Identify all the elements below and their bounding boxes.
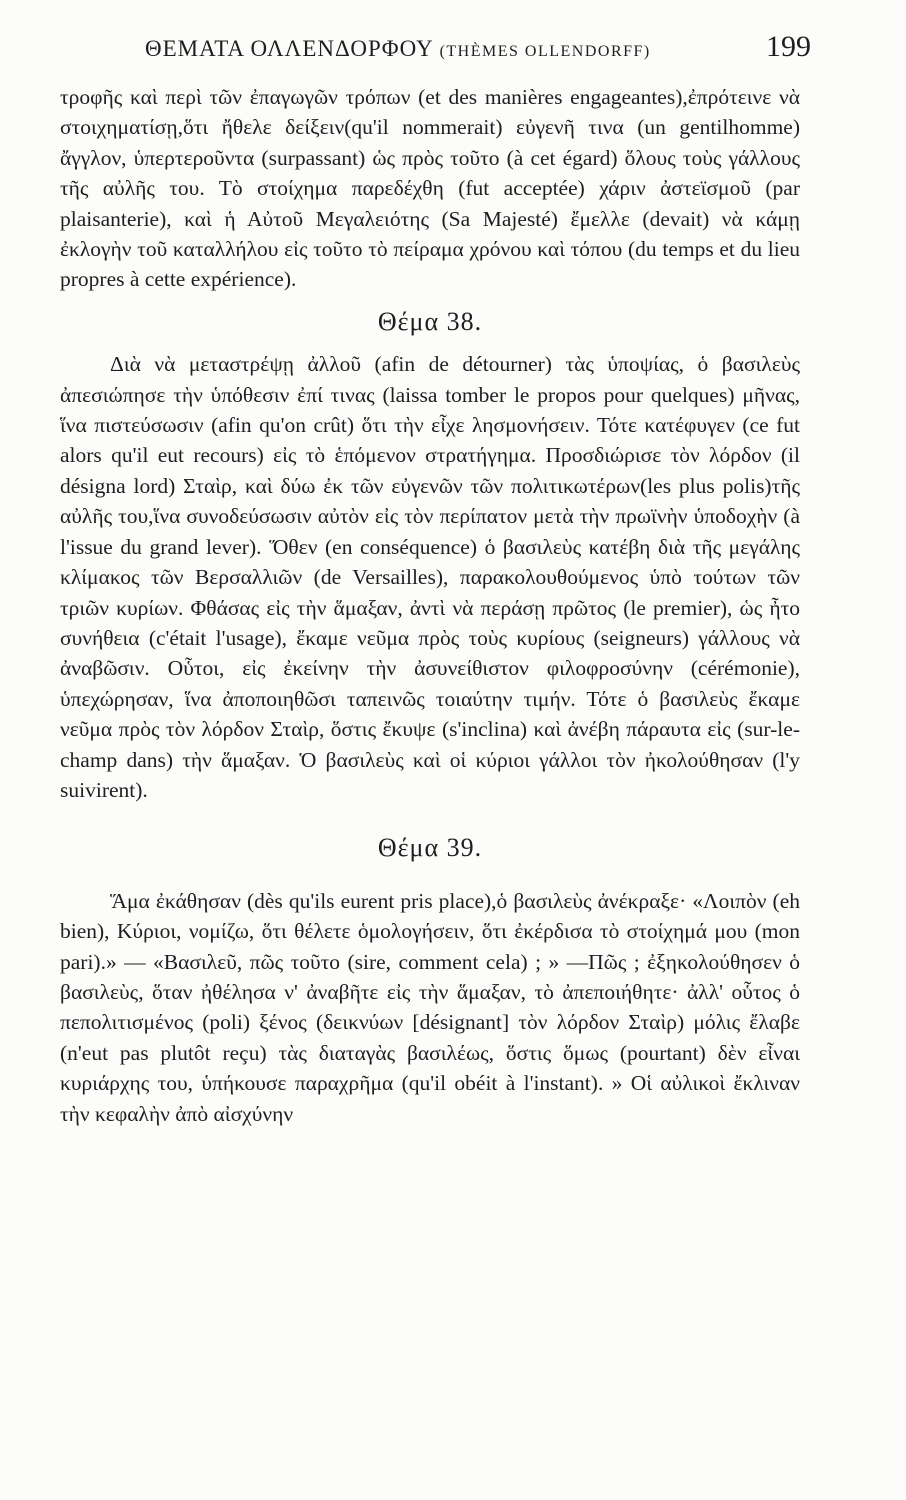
running-title-greek: ΘΕΜΑΤΑ ΟΛΛΕΝΔΟΡΦΟΥ: [145, 36, 433, 61]
section-heading-theme-38: Θέμα 38.: [377, 306, 483, 336]
running-title: [145, 36, 651, 62]
paragraph-theme-39: Ἅμα ἐκάθησαν (dès qu'ils eurent pris place),ὁ βασιλεὺς ἀνέκραξε· «Λοιπὸν (eh bien), Κύριοι, νομίζω, ὅτι θέλετε ὁμολογήσειν, ὅτι ἐκέρδισα τὸ στοίχημά μου (mon pari).» — «Βασιλεῦ, πῶς τοῦτο (sire, comment cela) ; » —Πῶς ; ἐξηκολούθησεν ὁ βασιλεὺς, ὅταν ἠθέλησα ν' ἀναβῆτε εἰς τὴν ἅμαξαν, τὸ ἀπεποιήθητε· ἀλλ' οὗτος ὁ πεπολιτισμένος (poli) ξένος (δεικνύων [désignant] τὸν λόρδον Σταὶρ) μόλις ἔλαβε (n'eut pas plutôt reçu) τὰς διαταγὰς βασιλέως, ὅστις ὅμως (pourtant) δὲν εἶναι κυριάρχης του, ὑπήκουσε παραχρῆμα (qu'il obéit à l'instant). » Οἱ αὐλικοὶ ἔκλιναν τὴν κεφαλὴν ἀπὸ αἰσχύνην: [60, 888, 800, 1126]
paragraph-continuation: τροφῆς καὶ περὶ τῶν ἐπαγωγῶν τρόπων (et des manières engageantes),ἐπρότεινε νὰ στοιχηματίσῃ,ὅτι ἤθελε δείξειν(qu'il nommerait) εὐγενῆ τινα (un gentilhomme) ἄγγλον, ὑπερτεροῦντα (surpassant) ὡς πρὸς τοῦτο (à cet égard) ὅλους τοὺς γάλλους τῆς αὐλῆς του. Τὸ στοίχημα παρεδέχθη (fut acceptée) χάριν ἀστεϊσμοῦ (par plaisanterie), καὶ ἡ Αὐτοῦ Μεγαλειότης (Sa Majesté) ἔμελλε (devait) νὰ κάμῃ ἐκλογὴν τοῦ καταλλήλου εἰς τοῦτο τὸ πείραμα χρόνου καὶ τόπου (du temps et du lieu propres à cette expérience).: [60, 85, 800, 292]
running-title-french: (THÈMES OLLENDORFF): [439, 43, 651, 60]
running-head: [145, 30, 825, 70]
section-heading-theme-39: Θέμα 39.: [377, 833, 483, 863]
page-number: 199: [766, 30, 811, 63]
paragraph-theme-38: Διὰ νὰ μεταστρέψῃ ἀλλοῦ (afin de détourner) τὰς ὑποψίας, ὁ βασιλεὺς ἀπεσιώπησε τὴν ὑπόθεσιν ἐπί τινας (laissa tomber le propos pour quelques) μῆνας, ἵνα πιστεύσωσιν (afin qu'on crût) ὅτι τὴν εἶχε λησμονήσειν. Τότε κατέφυγεν (ce fut alors qu'il eut recours) εἰς τὸ ἑπόμενον στρατήγημα. Προσδιώρισε τὸν λόρδον (il désigna lord) Σταὶρ, καὶ δύω ἐκ τῶν εὐγενῶν τῶν πολιτικωτέρων(les plus polis)τῆς αὐλῆς του,ἵνα συνοδεύσωσιν αὐτὸν εἰς τὸν περίπατον μετὰ τὴν πρωϊνὴν ὑποδοχὴν (à l'issue du grand lever). Ὅθεν (en conséquence) ὁ βασιλεὺς κατέβη διὰ τῆς μεγάλης κλίμακος τῶν Βερσαλλιῶν (de Versailles), παρακολουθούμενος ὑπὸ τούτων τῶν τριῶν κυρίων. Φθάσας εἰς τὴν ἅμαξαν, ἀντὶ νὰ περάσῃ πρῶτος (le premier), ὡς ἦτο συνήθεια (c'était l'usage), ἔκαμε νεῦμα πρὸς τοὺς κυρίους (seigneurs) γάλλους νὰ ἀναβῶσιν. Οὗτοι, εἰς ἐκείνην τὴν ἀσυνείθιστον φιλοφροσύνην (cérémonie), ὑπεχώρησαν, ἵνα ἀποποιηθῶσι ταπεινῶς τοιαύτην τιμήν. Τότε ὁ βασιλεὺς ἔκαμε νεῦμα πρὸς τὸν λόρδον Σταὶρ, ὅστις ἔκυψε (s'inclina) καὶ ἀνέβη πάραυτα εἰς (sur-le-champ dans) τὴν ἅμαξαν. Ὁ βασιλεὺς καὶ οἱ κύριοι γάλλοι τὸν ἠκολούθησαν (l'y suivirent).: [60, 352, 800, 802]
page-body: [60, 82, 800, 1129]
